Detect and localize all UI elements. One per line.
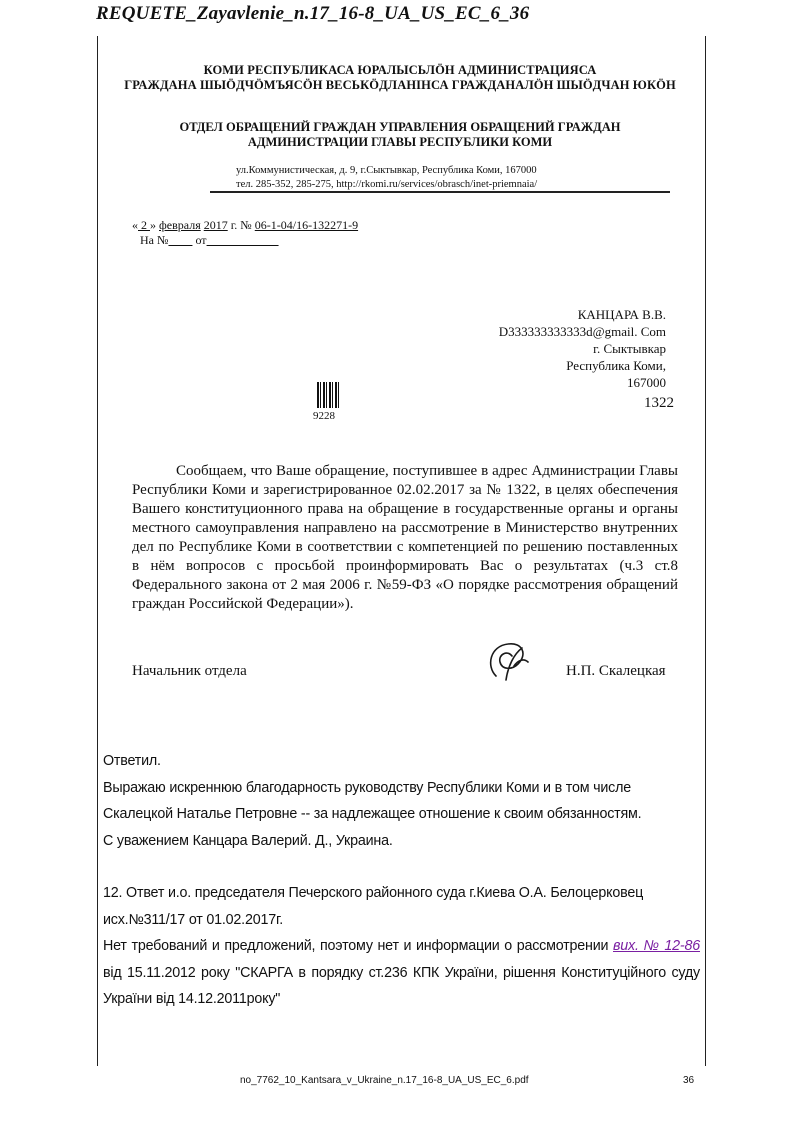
- item-12-text-after-link: від 15.11.2012 року "СКАРГА в порядку ст.236 КПК України, рішення Конституційного суду України від 14.12.2011року": [103, 964, 700, 1007]
- commentary-line-3: Скалецкой Наталье Петровне -- за надлежащее отношение к своим обязанностям.: [103, 806, 642, 822]
- commentary-line-2: Выражаю искреннюю благодарность руководству Республики Коми и в том числе: [103, 779, 631, 796]
- commentary-section: [103, 748, 700, 854]
- signatory-name: Н.П. Скалецкая: [566, 663, 666, 679]
- letter-body: Сообщаем, что Ваше обращение, поступившее в адрес Администрации Главы Республики Коми и зарегистрированное 02.02.2017 за № 1322, в целях обеспечения Вашего конституционного права на обращение в государственные органы и органы местного самоуправления направлено на рассмотрение в Министерство внутренних дел по Республике Коми в соответствии с компетенцией по решению поставленных в нём вопросов с просьбой проинформировать Вас о результатах (ч.3 ст.8 Федерального закона от 2 мая 2006 г. №59-ФЗ «О порядке рассмотрения обращений граждан Российской Федерации»).: [132, 463, 678, 612]
- letterhead-dept-line-2: АДМИНИСТРАЦИИ ГЛАВЫ РЕСПУБЛИКИ КОМИ: [247, 135, 553, 149]
- date-open-quote: «: [132, 218, 138, 232]
- recipient-postcode: 167000: [627, 375, 666, 390]
- item-12-text-before-link: Нет требований и предложений, поэтому нет и информации о рассмотрении: [103, 938, 609, 954]
- barcode-icon: [317, 382, 339, 408]
- item-12-outgoing-ref: исх.№311/17 от 01.02.2017г.: [103, 911, 283, 928]
- letterhead-dept-line-1: ОТДЕЛ ОБРАЩЕНИЙ ГРАЖДАН УПРАВЛЕНИЯ ОБРАЩЕНИЙ ГРАЖДАН: [179, 120, 621, 134]
- item-12-section: [103, 880, 700, 1013]
- item-12-body: [103, 933, 700, 1013]
- letter-reference-number: 06-1-04/16-132271-9: [254, 218, 359, 232]
- letter-year: 2017: [203, 218, 228, 232]
- letter-day: 2: [141, 218, 147, 232]
- recipient-city: г. Сыктывкар: [593, 341, 666, 356]
- left-margin-rule: [97, 36, 98, 1066]
- recipient-block: [499, 306, 666, 391]
- letterhead-komi-line-1: КОМИ РЕСПУБЛИКАСА ЮРАЛЫСЬЛÖН АДМИНИСТРАЦИЯСА: [203, 63, 597, 77]
- letterhead-street-address: ул.Коммунистическая, д. 9, г.Сыктывкар, Республика Коми, 167000: [236, 165, 537, 176]
- ot-label: от: [195, 233, 207, 247]
- in-reply-to-line: [140, 233, 279, 248]
- signatory-position: Начальник отдела: [132, 663, 247, 679]
- letter-date-line: [132, 218, 358, 233]
- recipient-name: КАНЦАРА В.В.: [577, 307, 666, 322]
- footer-filename: no_7762_10_Kantsara_v_Ukraine_n.17_16-8_UA_US_EC_6.pdf: [240, 1075, 529, 1086]
- registration-number: 1322: [644, 395, 674, 411]
- outgoing-ref-link[interactable]: вих. № 12-86: [613, 938, 700, 954]
- commentary-line-4: С уважением Канцара Валерий. Д., Украина.: [103, 832, 393, 849]
- date-close-quote: »: [150, 218, 156, 232]
- letterhead-department: [110, 120, 690, 150]
- item-12-heading: 12. Ответ и.о. председателя Печерского районного суда г.Киева О.А. Белоцерковец: [103, 885, 644, 901]
- document-header-title: REQUETE_Zayavlenie_n.17_16-8_UA_US_EC_6_36: [96, 3, 530, 24]
- letterhead-address: [236, 164, 537, 192]
- barcode-number: 9228: [313, 410, 335, 422]
- handwritten-signature-icon: [478, 636, 548, 686]
- letterhead-org-name: [110, 63, 690, 93]
- na-no-label: На №: [140, 233, 169, 247]
- footer-page-number: 36: [683, 1075, 695, 1086]
- letterhead-phone-url: тел. 285-352, 285-275, http://rkomi.ru/services/obrasch/inet-priemnaia/: [236, 179, 538, 190]
- letterhead-komi-line-2: ГРАЖДАНА ШЫÖДЧÖМЪЯСÖН ВЕСЬКÖДЛАНІНСА ГРАЖДАНАЛÖН ШЫÖДЧАН ЮКÖН: [124, 78, 676, 92]
- letter-month: февраля: [159, 218, 201, 232]
- recipient-email: D333333333333d@gmail. Com: [498, 324, 666, 339]
- letterhead-divider: [210, 191, 670, 193]
- commentary-line-1: Ответил.: [103, 753, 161, 769]
- recipient-republic: Республика Коми,: [566, 358, 666, 373]
- letter-year-suffix: г. №: [230, 218, 252, 232]
- right-margin-rule: [705, 36, 706, 1066]
